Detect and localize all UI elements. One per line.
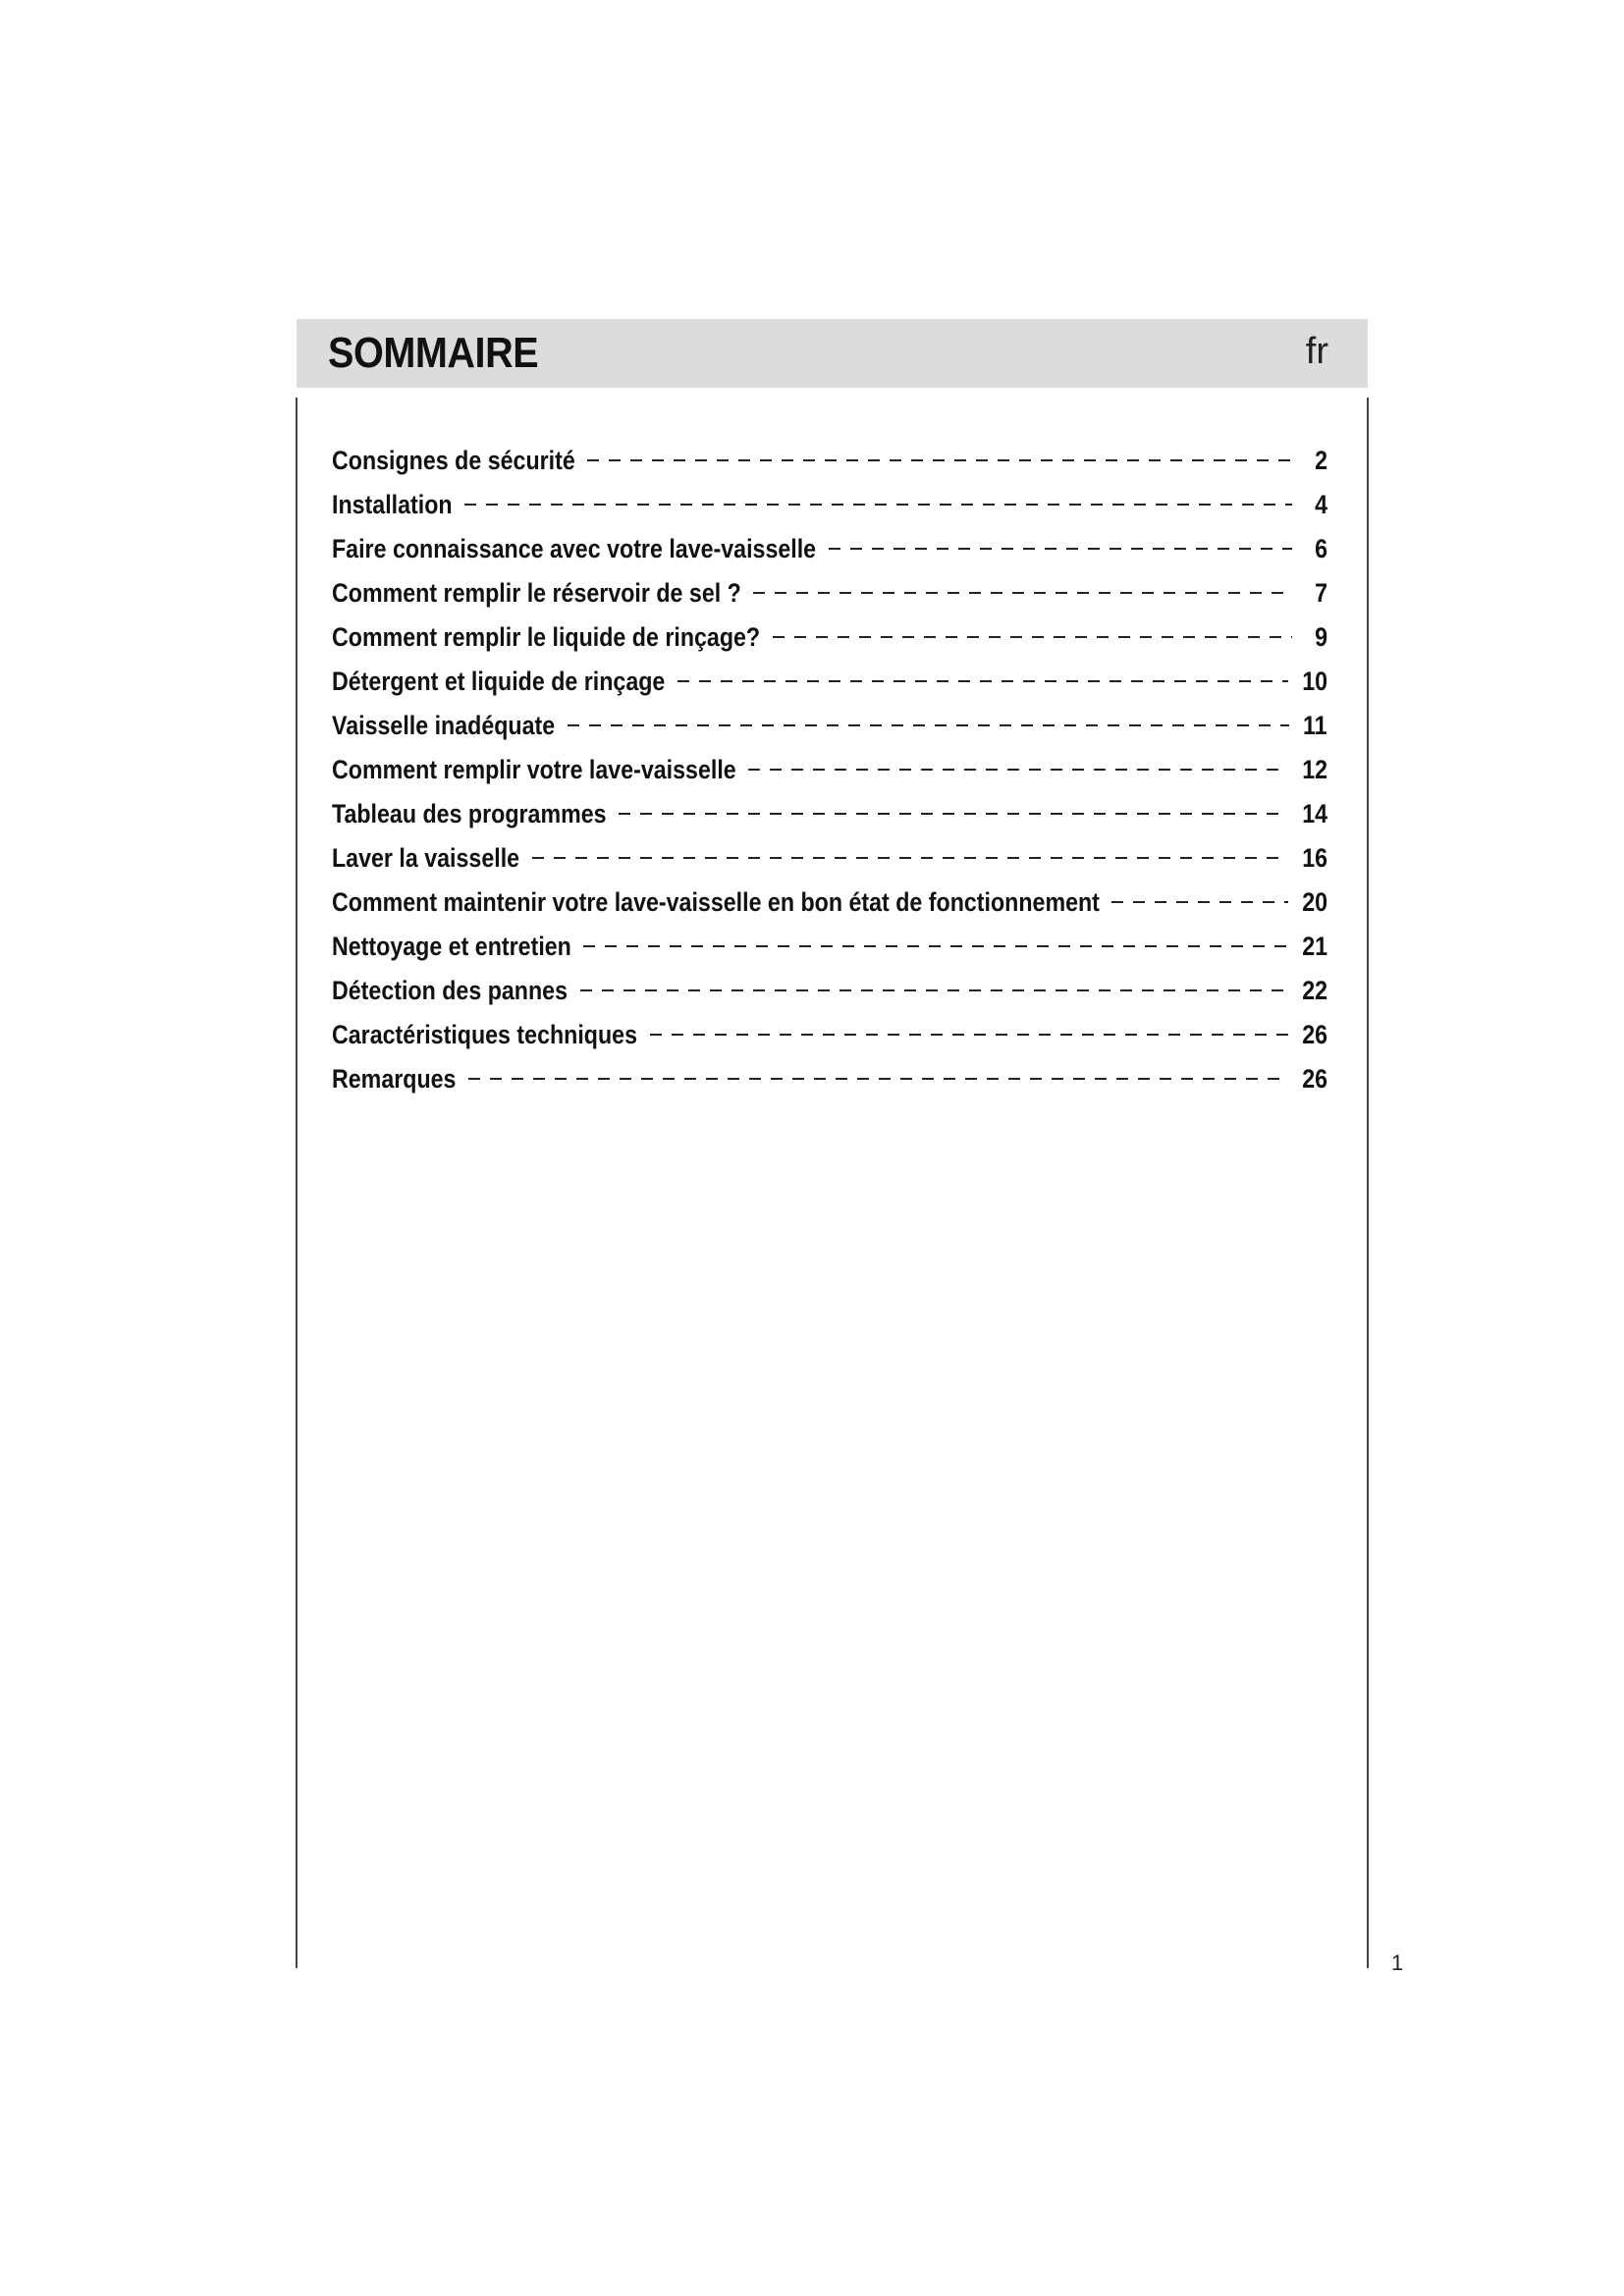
toc-entry-label: Détergent et liquide de rinçage: [332, 667, 666, 696]
toc-leader: [1111, 901, 1288, 903]
toc-entry-page: 16: [1302, 843, 1327, 873]
toc-entry-label: Remarques: [332, 1064, 457, 1094]
toc-entry[interactable]: [332, 874, 1327, 918]
toc-leader: [580, 989, 1288, 991]
toc-entry[interactable]: [332, 1050, 1327, 1095]
toc-entry[interactable]: [332, 962, 1327, 1006]
toc-entry-page: 10: [1302, 667, 1327, 696]
toc-entry-page: 7: [1315, 578, 1327, 608]
toc-entry-page: 22: [1302, 976, 1327, 1005]
toc-entry-label: Comment remplir le liquide de rinçage?: [332, 622, 761, 652]
toc-entry-page: 4: [1315, 490, 1327, 519]
toc-entry-page: 6: [1315, 534, 1327, 563]
toc-entry[interactable]: [332, 741, 1327, 785]
toc-leader: [773, 636, 1292, 638]
toc-entry-page: 20: [1302, 887, 1327, 917]
toc-entry[interactable]: [332, 432, 1327, 476]
toc-entry-label: Vaisselle inadéquate: [332, 711, 556, 740]
toc-entry-page: 9: [1315, 622, 1327, 652]
toc-entry-page: 26: [1302, 1020, 1327, 1049]
toc-entry-label: Laver la vaisselle: [332, 843, 520, 873]
toc-leader: [650, 1034, 1288, 1036]
toc-leader: [587, 459, 1292, 461]
toc-leader: [753, 592, 1292, 594]
toc-leader: [532, 857, 1288, 859]
toc-entry[interactable]: [332, 520, 1327, 564]
toc-entry[interactable]: [332, 829, 1327, 874]
toc-entry-page: 2: [1315, 446, 1327, 475]
toc-entry-label: Détection des pannes: [332, 976, 568, 1005]
toc-entry-label: Comment remplir le réservoir de sel ?: [332, 578, 741, 608]
right-border-line: [1367, 398, 1369, 1968]
page-title: SOMMAIRE: [328, 329, 539, 377]
toc-entry[interactable]: [332, 564, 1327, 609]
toc-entry-page: 21: [1302, 932, 1327, 961]
toc-entry[interactable]: [332, 697, 1327, 741]
toc-entry-label: Consignes de sécurité: [332, 446, 575, 475]
toc-entry[interactable]: [332, 476, 1327, 520]
table-of-contents: [332, 432, 1327, 1095]
left-border-line: [296, 398, 298, 1968]
section-header: [297, 319, 1368, 388]
toc-entry-page: 26: [1302, 1064, 1327, 1094]
toc-entry[interactable]: [332, 918, 1327, 962]
toc-leader: [468, 1078, 1288, 1080]
toc-entry[interactable]: [332, 1006, 1327, 1050]
toc-entry-label: Faire connaissance avec votre lave-vaisselle: [332, 534, 817, 563]
toc-leader: [748, 769, 1288, 771]
toc-entry-label: Nettoyage et entretien: [332, 932, 571, 961]
toc-entry-label: Caractéristiques techniques: [332, 1020, 638, 1049]
toc-leader: [464, 504, 1292, 506]
toc-entry-label: Comment maintenir votre lave-vaisselle en bon état de fonctionnement: [332, 887, 1100, 917]
toc-leader: [619, 813, 1288, 815]
toc-entry[interactable]: [332, 653, 1327, 697]
toc-leader: [677, 680, 1288, 682]
toc-leader: [568, 724, 1289, 726]
toc-leader: [583, 945, 1288, 947]
language-code: fr: [1305, 331, 1328, 372]
toc-entry-page: 12: [1302, 755, 1327, 784]
toc-entry-label: Tableau des programmes: [332, 799, 607, 828]
toc-leader: [829, 548, 1292, 550]
toc-entry[interactable]: [332, 785, 1327, 829]
toc-entry-page: 14: [1302, 799, 1327, 828]
page-number: 1: [1391, 1950, 1404, 1975]
toc-entry-page: 11: [1303, 711, 1327, 740]
toc-entry[interactable]: [332, 609, 1327, 653]
toc-entry-label: Comment remplir votre lave-vaisselle: [332, 755, 736, 784]
toc-entry-label: Installation: [332, 490, 453, 519]
